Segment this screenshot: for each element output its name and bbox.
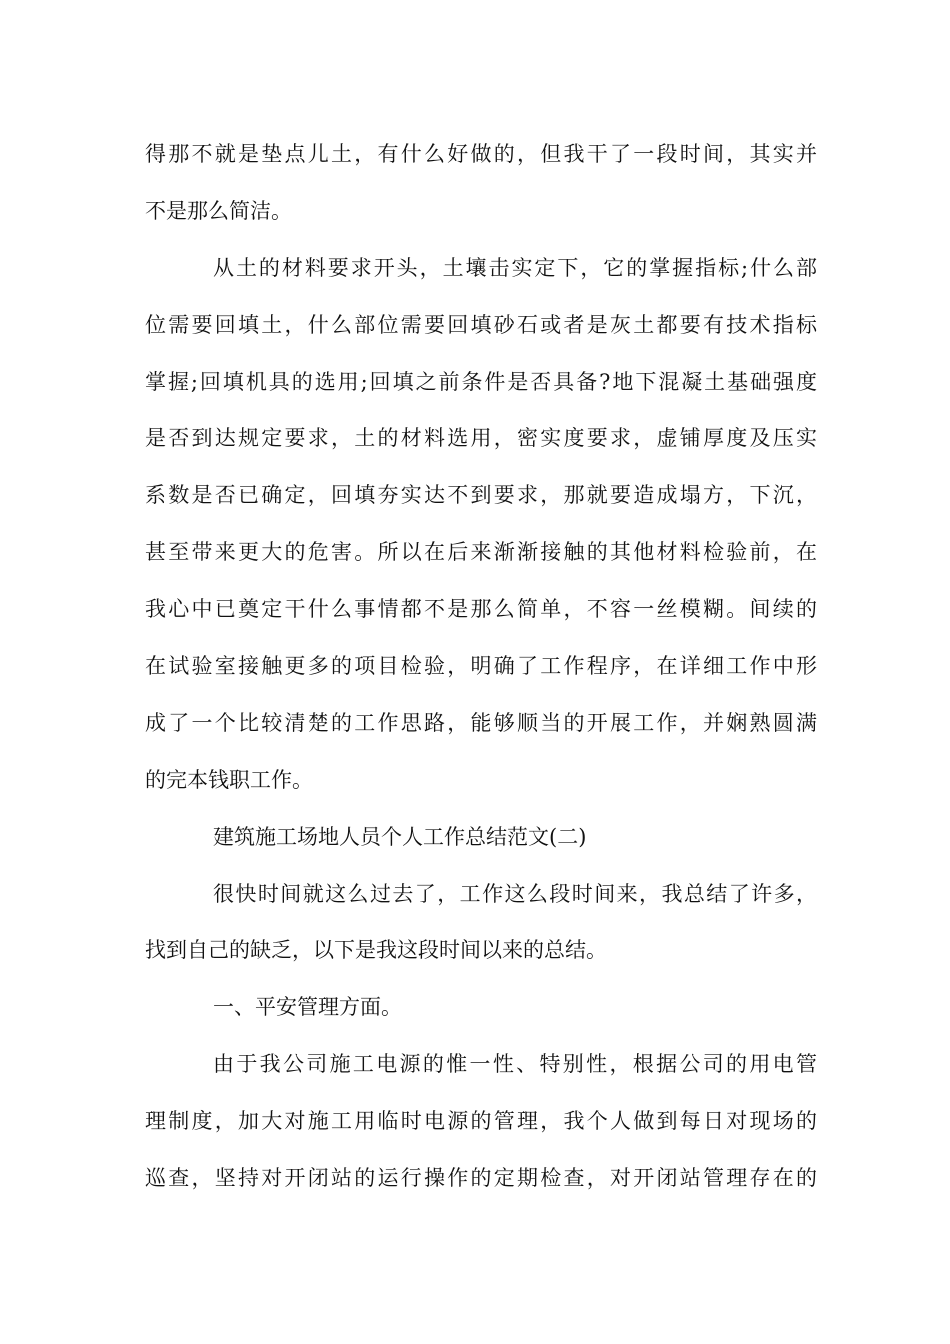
text-line: 成了一个比较清楚的工作思路，能够顺当的开展工作，并娴熟圆满 (145, 710, 817, 735)
text-line: 位需要回填土，什么部位需要回填砂石或者是灰土都要有技术指标 (145, 312, 817, 337)
paragraph-first-line: 很快时间就这么过去了，工作这么段时间来，我总结了许多， (213, 881, 817, 906)
paragraph-first-line: 从土的材料要求开头，土壤击实定下，它的掌握指标;什么部 (213, 255, 817, 280)
text-line: 甚至带来更大的危害。所以在后来渐渐接触的其他材料检验前，在 (145, 540, 817, 565)
text-line: 的完本钱职工作。 (145, 767, 313, 792)
text-line: 巡查，坚持对开闭站的运行操作的定期检查，对开闭站管理存在的 (145, 1166, 817, 1191)
text-line: 找到自己的缺乏，以下是我这段时间以来的总结。 (145, 938, 607, 963)
section-heading: 建筑施工场地人员个人工作总结范文(二) (213, 824, 587, 849)
text-line: 得那不就是垫点儿土，有什么好做的，但我干了一段时间，其实并 (145, 142, 817, 166)
text-line: 我心中已奠定干什么事情都不是那么简单，不容一丝模糊。间续的 (145, 597, 817, 622)
text-line: 在试验室接触更多的项目检验，明确了工作程序，在详细工作中形 (145, 654, 817, 679)
subsection-heading: 一、平安管理方面。 (213, 995, 402, 1020)
text-line: 系数是否已确定，回填夯实达不到要求，那就要造成塌方，下沉， (145, 483, 817, 508)
text-line: 是否到达规定要求，土的材料选用，密实度要求，虚铺厚度及压实 (145, 426, 817, 451)
text-line: 理制度，加大对施工用临时电源的管理，我个人做到每日对现场的 (145, 1109, 817, 1134)
text-line: 掌握;回填机具的选用;回填之前条件是否具备?地下混凝土基础强度 (145, 369, 817, 394)
document-body (145, 132, 817, 1213)
paragraph-first-line: 由于我公司施工电源的惟一性、特别性，根据公司的用电管 (213, 1052, 817, 1077)
text-line: 不是那么简洁。 (145, 198, 292, 223)
